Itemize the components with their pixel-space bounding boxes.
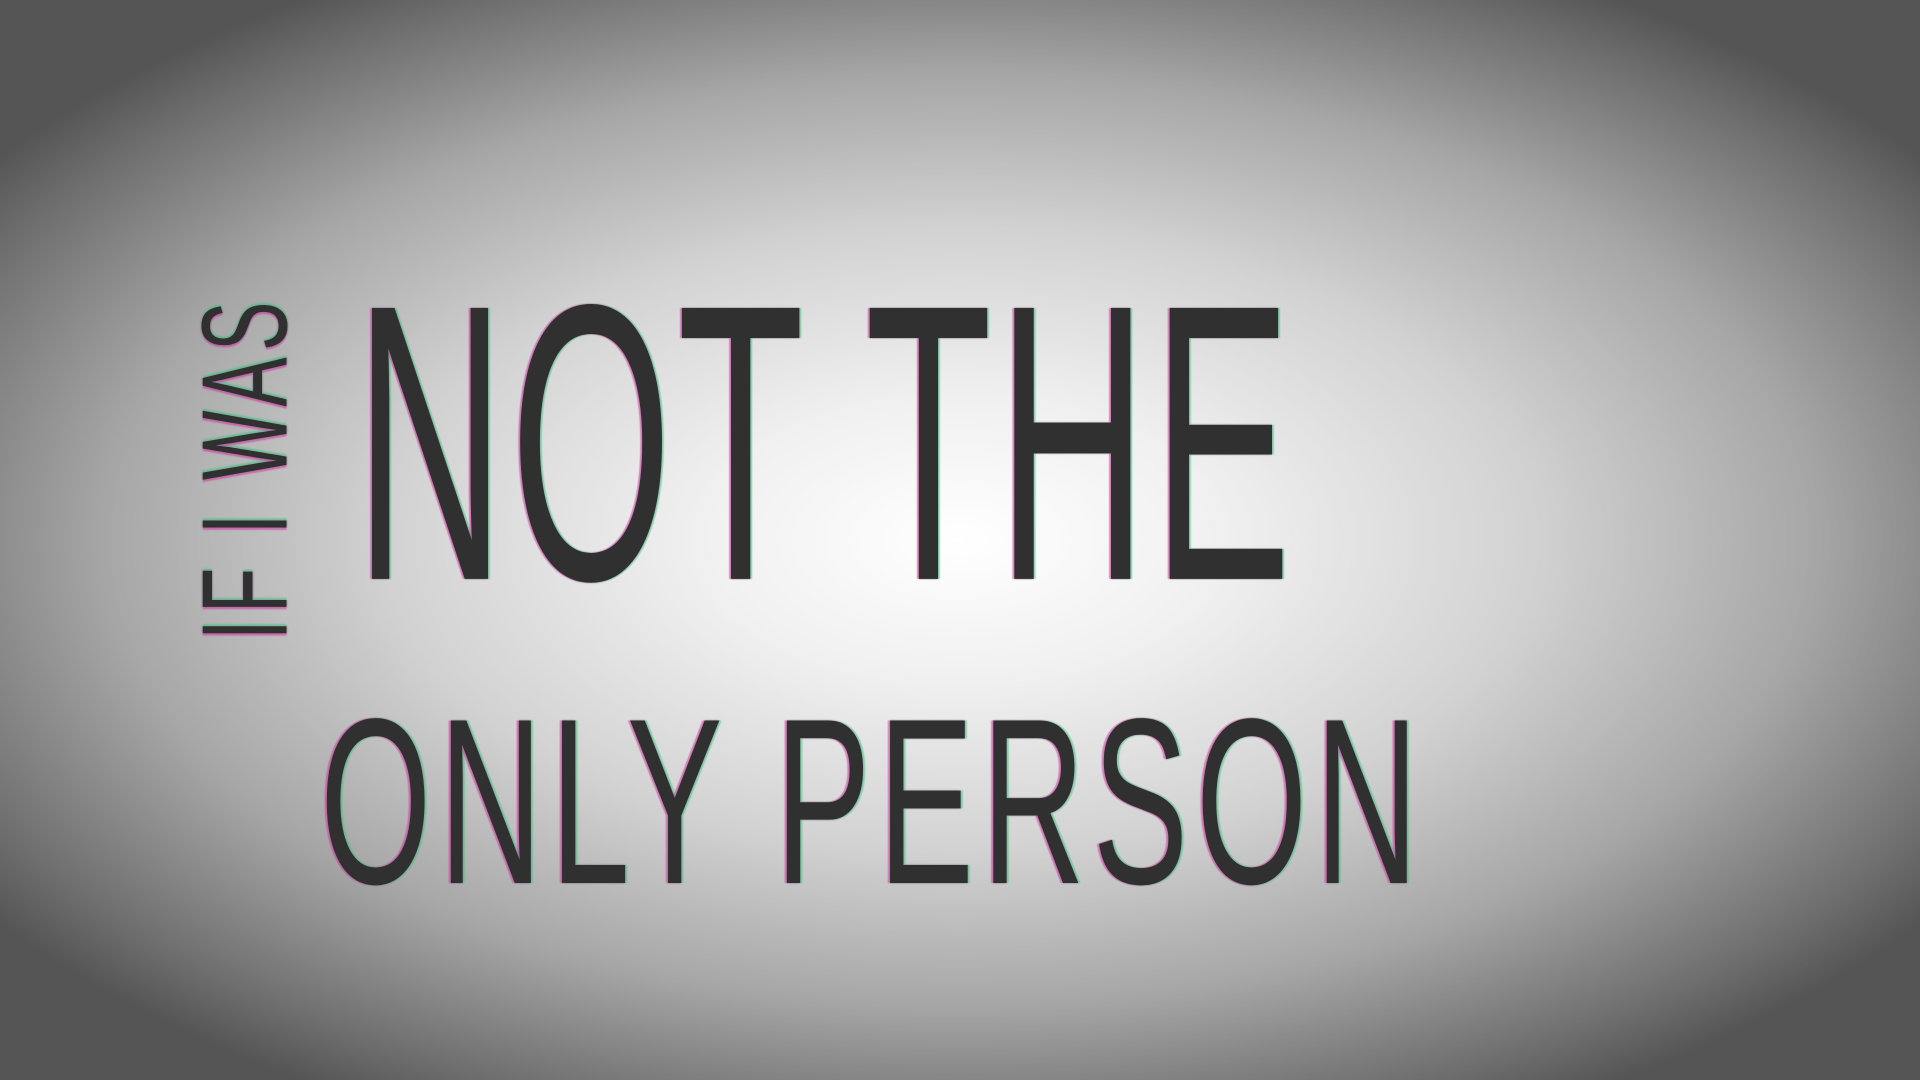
vertical-lyric-text: IF I WAS bbox=[178, 295, 314, 640]
main-lyric-text: NOT THE bbox=[355, 221, 1297, 663]
second-lyric-line bbox=[320, 670, 1757, 934]
second-lyric-text: ONLY PERSON bbox=[320, 670, 1427, 934]
vertical-lyric-line bbox=[178, 220, 314, 640]
main-lyric-line bbox=[355, 221, 1760, 663]
